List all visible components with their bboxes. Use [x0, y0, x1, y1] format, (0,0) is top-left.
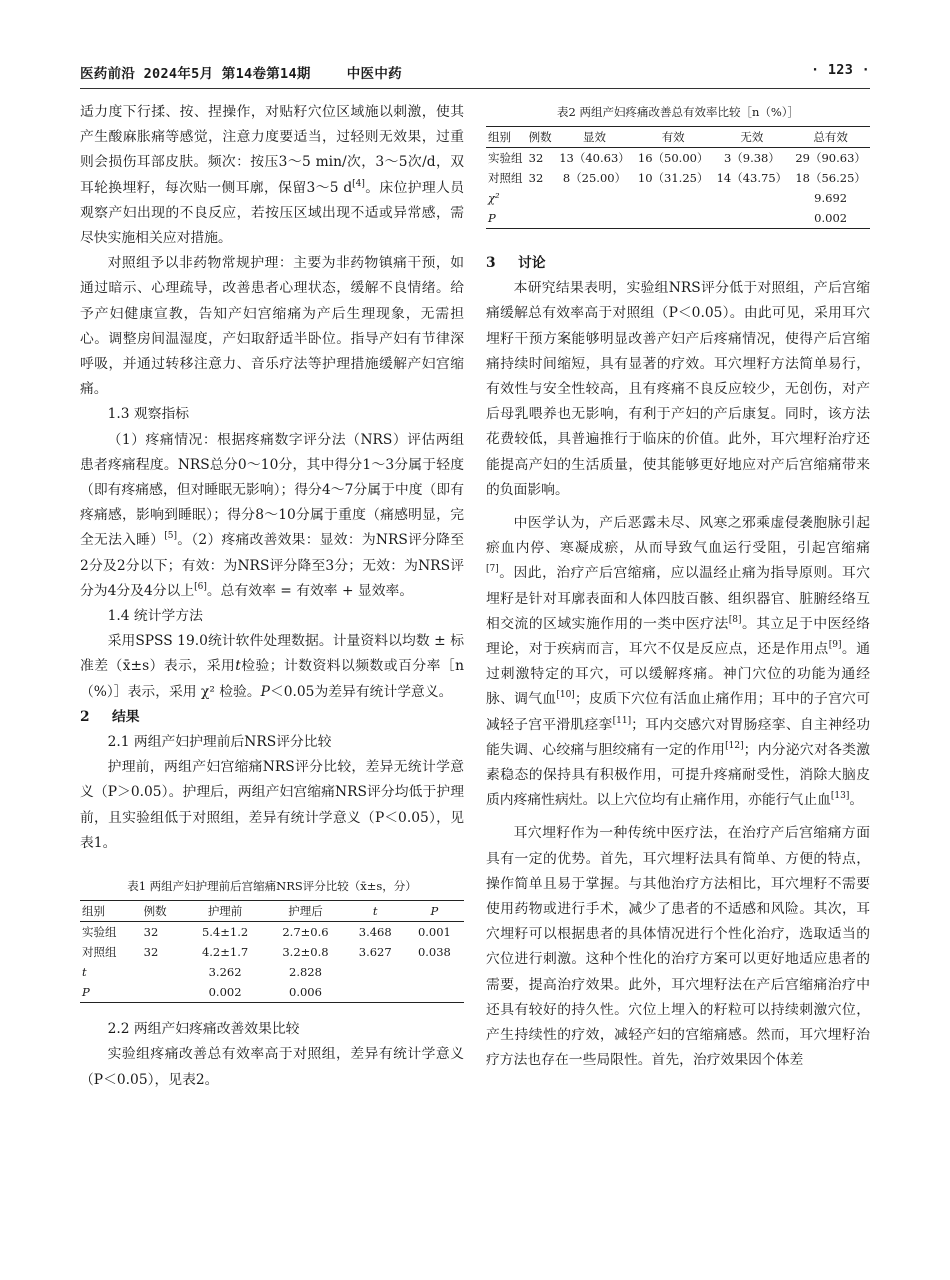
paragraph: 采用SPSS 19.0统计软件处理数据。计量资料以均数 ± 标准差（x̄±s）表示，采用t检验；计数资料以频数或百分率［n（%）］表示，采用 χ² 检验。P＜0.05为差异有统计学意义。 — [80, 633, 464, 700]
citation: [8] — [728, 614, 742, 625]
subheading-1-3: 1.3 观察指标 — [107, 406, 190, 423]
table-header-row: 组别 例数 显效 有效 无效 总有效 — [486, 127, 870, 148]
table-row: t 3.262 2.828 — [82, 965, 322, 980]
table1-caption: 表1 两组产妇护理前后宫缩痛NRS评分比较（x̄±s，分） — [127, 879, 417, 894]
paragraph: 护理前，两组产妇宫缩痛NRS评分比较，差异无统计学意义（P＞0.05）。护理后，两组产妇宫缩痛NRS评分均低于护理前，且实验组低于对照组，差异有统计学意义（P＜0.05），见表1。 — [80, 759, 464, 851]
subheading-1-4: 1.4 统计学方法 — [107, 608, 203, 625]
section-name: 中医中药 — [346, 66, 402, 82]
citation: [11] — [612, 715, 632, 726]
left-column — [80, 100, 464, 1093]
paragraph: 对照组予以非药物常规护理：主要为非药物镇痛干预，如通过暗示、心理疏导，改善患者心理状态，缓解不良情绪。给予产妇健康宣教，告知产妇宫缩痛为产后生理现象，无需担心。调整房间温湿度，产妇取舒适半卧位。指导产妇有节律深呼吸，并通过转移注意力、音乐疗法等护理措施缓解产妇宫缩痛。 — [80, 255, 464, 398]
table-row: P 0.002 — [486, 208, 870, 229]
table2 — [486, 126, 870, 229]
section-heading-3: 3 讨论 — [486, 255, 546, 271]
citation: [4] — [352, 178, 365, 189]
right-column — [486, 100, 870, 1074]
paragraph: 实验组疼痛改善总有效率高于对照组，差异有统计学意义（P＜0.05），见表2。 — [80, 1046, 464, 1088]
table-row: 实验组 32 13（40.63） 16（50.00） 3（9.38） 29（90.63） — [488, 151, 866, 165]
section-heading-2: 2 结果 — [80, 708, 140, 725]
table-row: 对照组 32 8（25.00） 10（31.25） 14（43.75） 18（56.25） — [488, 171, 866, 185]
subheading-2-1: 2.1 两组产妇护理前后NRS评分比较 — [107, 734, 332, 751]
citation: [9] — [828, 640, 842, 651]
page-number: · 123 · — [811, 62, 870, 78]
table1 — [80, 900, 464, 1003]
journal-info: 医药前沿 2024年5月 第14卷第14期 — [80, 66, 311, 82]
table-row: 实验组 32 5.4±1.2 2.7±0.6 3.468 0.001 — [82, 925, 451, 940]
table-header-row: 组别 例数 护理前 护理后 t P — [80, 901, 464, 922]
table2-caption: 表2 两组产妇疼痛改善总有效率比较［n（%）］ — [556, 105, 800, 119]
paragraph: 适力度下行揉、按、捏操作，对贴籽穴位区域施以刺激，使其产生酸麻胀痛等感觉，注意力度要适当，过轻则无效果，过重则会损伤耳部皮肤。频次：按压3～5 min/次，3～5次/d，双耳轮换埋籽，每次贴一侧耳廓，保留3～5 d[4]。床位护理人员观察产妇出现的不良反应，若按压区域出现不适或异常感，需尽快实施相关应对措施。 — [80, 104, 464, 247]
subheading-2-2: 2.2 两组产妇疼痛改善效果比较 — [107, 1021, 300, 1038]
citation: [7] — [486, 564, 499, 575]
citation: [13] — [830, 791, 850, 802]
paragraph: （1）疼痛情况：根据疼痛数字评分法（NRS）评估两组患者疼痛程度。NRS总分0～10分，其中得分1～3分属于轻度（即有疼痛感，但对睡眠无影响）；得分4～7分属于中度（即有疼痛感，影响到睡眠）；得分8～10分属于重度（痛感明显，完全无法入睡）[5]。（2）疼痛改善效果：显效：为NRS评分降至2分及2分以下；有效：为NRS评分降至3分；无效：为NRS评分为4分及4分以上[6]。总有效率 = 有效率 + 显效率。 — [80, 431, 465, 599]
paragraph: 耳穴埋籽作为一种传统中医疗法，在治疗产后宫缩痛方面具有一定的优势。首先，耳穴埋籽法具有简单、方便的特点，操作简单且易于掌握。与其他治疗方法相比，耳穴埋籽不需要使用药物或进行手术，减少了患者的不适感和风险。其次，耳穴埋籽可以根据患者的具体情况进行个性化治疗，选取适当的穴位进行刺激。这种个性化的治疗方案可以更好地适应患者的需要，提高治疗效果。此外，耳穴埋籽法在产后宫缩痛治疗中还具有较好的持久性。穴位上埋入的籽粒可以持续刺激穴位，产生持续性的疗效，减轻产妇的宫缩痛感。然而，耳穴埋籽治疗方法也存在一些局限性。首先，治疗效果因个体差 — [486, 825, 870, 1069]
paragraph: 中医学认为，产后恶露未尽、风寒之邪乘虚侵袭胞脉引起瘀血内停、寒凝成瘀，从而导致气血运行受阻，引起宫缩痛[7]。因此，治疗产后宫缩痛，应以温经止痛为指导原则。耳穴埋籽是针对耳廓表面和人体四肢百骸、组织器官、脏腑经络互相交流的区域实施作用的一类中医疗法[8]。其立足于中医经络理论，对于疾病而言，耳穴不仅是反应点，还是作用点[9]。通过刺激特定的耳穴，可以缓解疼痛。神门穴位的功能为通经脉、调气血[10]；皮质下穴位有活血止痛作用；耳中的子宫穴可减轻子宫平滑肌痉挛[11]；耳内交感穴对胃肠痉挛、自主神经功能失调、心绞痛与胆绞痛有一定的作用[12]；内分泌穴对各类激素稳态的保持具有积极作用，可提升疼痛耐受性，消除大脑皮质内疼痛性病灶。以上穴位均有止痛作用，亦能行气止血[13]。 — [486, 515, 871, 809]
table-row: 对照组 32 4.2±1.7 3.2±0.8 3.627 0.038 — [82, 945, 451, 960]
running-header — [80, 62, 870, 86]
citation: [12] — [725, 740, 744, 751]
header-rule — [80, 88, 870, 89]
citation: [5] — [164, 531, 177, 542]
table-row: χ² 9.692 — [488, 191, 848, 205]
citation: [10] — [556, 690, 575, 701]
table-row: P 0.002 0.006 — [80, 982, 464, 1003]
citation: [6] — [194, 581, 207, 592]
paragraph: 本研究结果表明，实验组NRS评分低于对照组，产后宫缩痛缓解总有效率高于对照组（P＜0.05）。由此可见，采用耳穴埋籽干预方案能够明显改善产妇产后疼痛情况，使得产后宫缩痛持续时间缩短，具有显著的疗效。耳穴埋籽方法简单易行，有效性与安全性较高，且有疼痛不良反应较少，无创伤，对产后母乳喂养也无影响，有利于产妇的产后康复。同时，该方法花费较低，具普遍推行于临床的价值。此外，耳穴埋籽治疗还能提高产妇的生活质量，使其能够更好地应对产后宫缩痛带来的负面影响。 — [486, 280, 870, 498]
